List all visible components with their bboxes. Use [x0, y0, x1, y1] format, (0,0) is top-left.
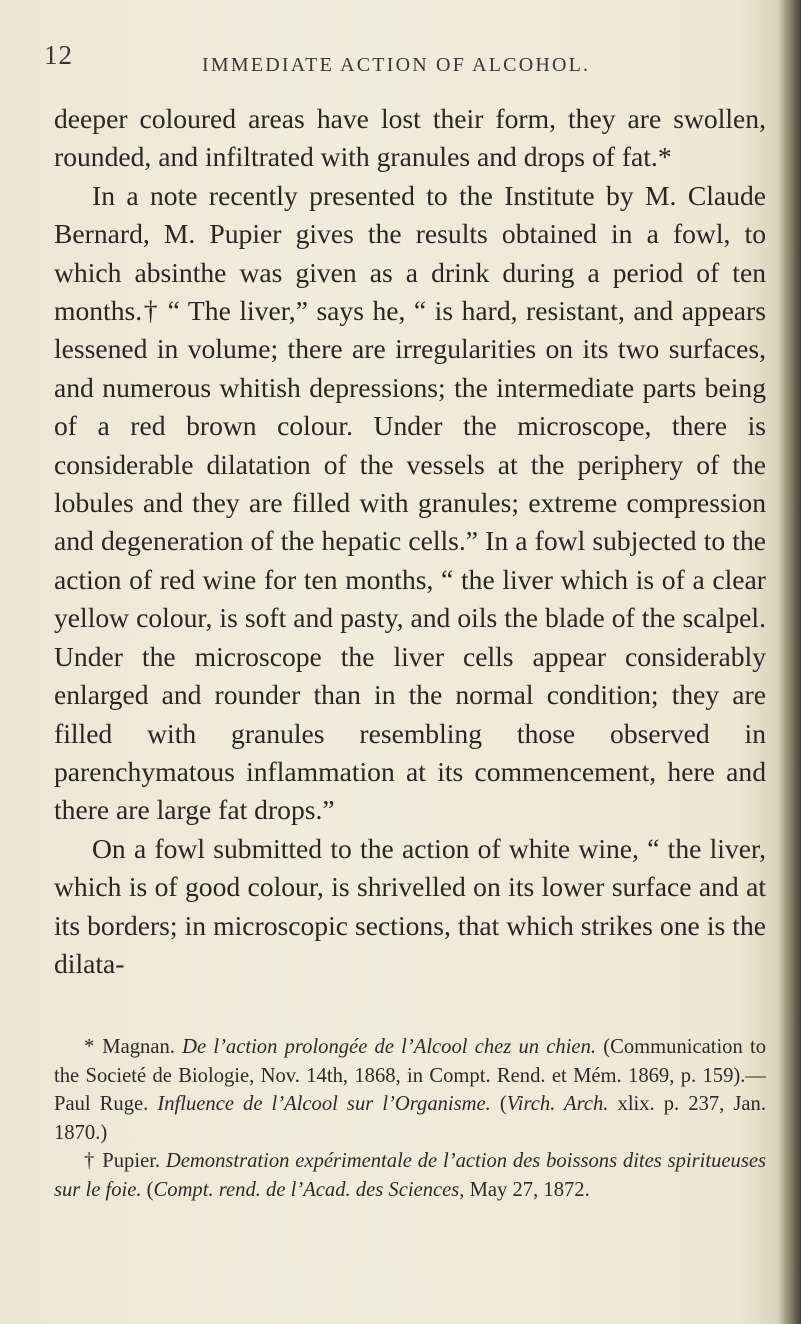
- paragraph-white-wine: On a fowl submitted to the action of white wine, “ the liver, which is of good colour, is shrivelled on its lower surface and at its borders; in microscopic sections, that which strikes one is the dilata-: [54, 832, 766, 979]
- paragraph-pupier: In a note recently presented to the Institute by M. Claude Bernard, M. Pupier gives the results obtained in a fowl, to which absinthe was given as a drink during a period of ten months.† “ The liver,” says he, “ is hard, resistant, and appears lessened in volume; there are irregularities on its two surfaces, and numerous whitish depressions; the intermediate parts being of a red brown colour. Under the microscope, there is considerable dilatation of the vessels at the periphery of the lobules and they are filled with granules; extreme compression and degeneration of the hepatic cells.” In a fowl subjected to the action of red wine for ten months, “ the liver which is of a clear yellow colour, is soft and pasty, and oils the blade of the scalpel. Under the microscope the liver cells appear considerably enlarged and rounder than in the normal condition; they are filled with granules resembling those observed in parenchymatous inflammation at its commencement, here and there are large fat drops.”: [54, 179, 766, 826]
- footnote-author: Magnan.: [102, 1036, 175, 1058]
- footnote-mark-2: †: [84, 1150, 95, 1173]
- footnote-date: May 27, 1872.: [469, 1178, 590, 1201]
- footnote-mark: *: [84, 1036, 95, 1058]
- page-number: 12: [44, 40, 73, 70]
- footnote-citation-2: xlix. p. 237, Jan. 1870.): [54, 1093, 766, 1144]
- footnote-journal-2: Compt. rend. de l’Acad. des Sciences,: [153, 1178, 465, 1201]
- footnote-author-2: Pupier.: [102, 1150, 161, 1173]
- page-binding-shadow: [779, 0, 801, 1324]
- footnotes: [54, 1033, 766, 1205]
- footnote-journal: Virch. Arch.: [506, 1093, 609, 1116]
- footnote-citation: (Communication to the Societé de Biologie, Nov. 14th, 1868, in Compt. Rend. et Mém. 1869, p. 159).—Paul Ruge.: [54, 1036, 766, 1116]
- footnote-magnan: [54, 1033, 766, 1147]
- footnote-pupier: [54, 1147, 766, 1204]
- footnote-title-3: Demonstration expérimentale de l’action des boissons dites spiritueuses sur le foie.: [54, 1150, 766, 1201]
- running-head: IMMEDIATE ACTION OF ALCOHOL.: [202, 54, 591, 76]
- footnote-title: De l’action prolongée de l’Alcool chez un chien.: [182, 1036, 597, 1058]
- body-text: [54, 100, 766, 983]
- paragraph-continued: deeper coloured areas have lost their form, they are swollen, rounded, and infiltrated with granules and drops of fat.*: [54, 103, 766, 173]
- footnote-title-2: Influence de l’Alcool sur l’Organisme.: [157, 1093, 491, 1116]
- footnote-paren-2: (: [146, 1178, 154, 1201]
- footnote-paren: (: [499, 1093, 507, 1116]
